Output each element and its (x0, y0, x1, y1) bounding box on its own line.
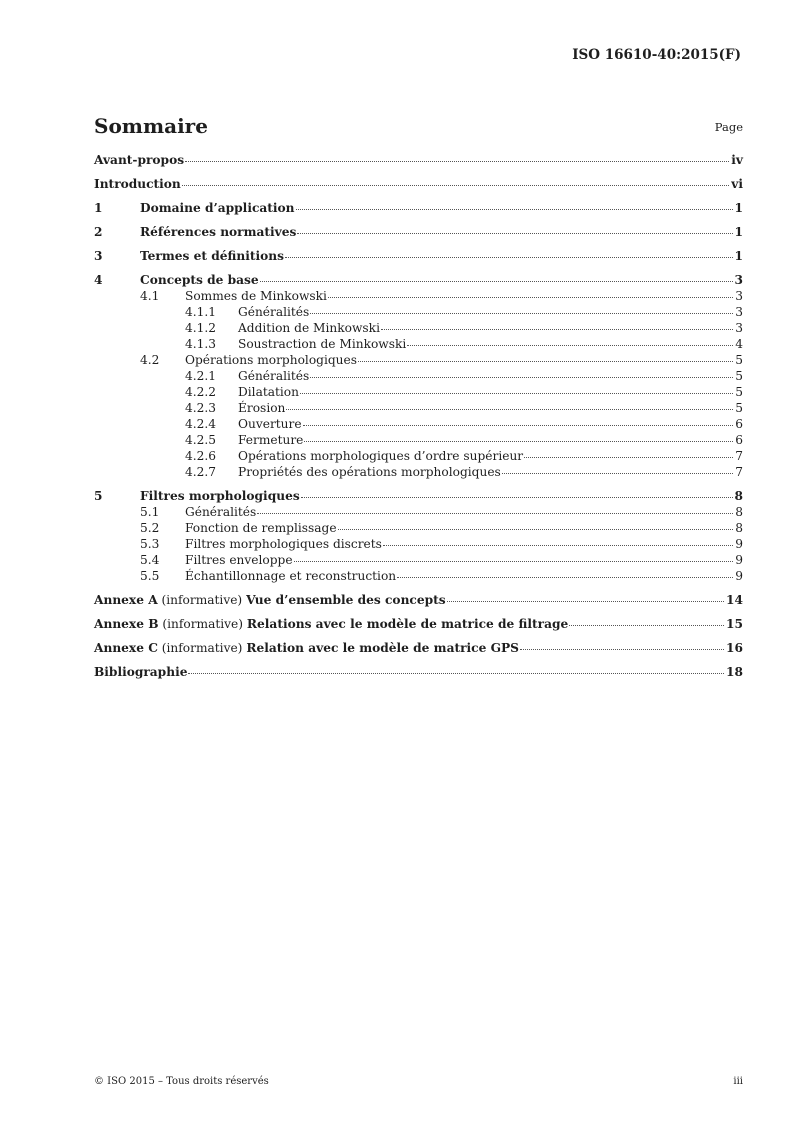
annex-label: Annexe A (94, 593, 158, 607)
toc-entry-number: 2 (94, 225, 103, 239)
toc-entry-page: 3 (734, 273, 743, 287)
toc-entry-title: Érosion (238, 401, 286, 415)
standard-reference: ISO 16610-40:2015(F) (572, 47, 741, 63)
toc-entry-page: 4 (735, 337, 743, 351)
toc-entry-number: 3 (94, 249, 103, 263)
toc-title: Sommaire (94, 114, 208, 138)
toc-entry[interactable] (94, 272, 743, 288)
toc-entry[interactable] (94, 448, 743, 464)
toc-entry-page: 1 (734, 201, 743, 215)
toc-entry-title (94, 592, 446, 608)
copyright-notice: © ISO 2015 – Tous droits réservés (94, 1076, 269, 1087)
toc-entry-number: 5 (94, 489, 103, 503)
toc-page-column-label: Page (714, 120, 743, 134)
toc-entry-title: Généralités (185, 505, 257, 519)
toc-entry-page: 6 (735, 417, 743, 431)
toc-entry-title: Domaine d’application (140, 201, 295, 215)
toc-leader-dots (310, 312, 733, 314)
toc-entry-number: 4.2.2 (185, 385, 217, 399)
toc-leader-dots (520, 648, 724, 650)
annex-label: Annexe C (94, 641, 158, 655)
annex-type: (informative) (157, 593, 247, 607)
toc-entry-title: Opérations morphologiques (185, 353, 357, 367)
toc-entry-page: 16 (726, 641, 743, 655)
toc-leader-dots (260, 280, 733, 282)
toc-entry[interactable] (94, 400, 743, 416)
toc-entry-page: 8 (735, 521, 743, 535)
toc-entry[interactable] (94, 664, 743, 680)
toc-entry-page: 14 (726, 593, 743, 607)
toc-entry-page: 9 (735, 537, 743, 551)
toc-leader-dots (301, 496, 733, 498)
toc-entry-number: 4.2.6 (185, 449, 217, 463)
toc-entry[interactable] (94, 616, 743, 632)
toc-entry[interactable] (94, 416, 743, 432)
toc-entry-page: 5 (735, 385, 743, 399)
toc-entry-page: vi (731, 177, 743, 191)
toc-entry-title: Introduction (94, 177, 181, 191)
toc-entry-number: 5.5 (140, 569, 160, 583)
toc-leader-dots (182, 184, 729, 186)
toc-leader-dots (524, 456, 733, 458)
toc-entry-title: Sommes de Minkowski (185, 289, 327, 303)
annex-type: (informative) (158, 617, 247, 631)
toc-entry-page: 9 (735, 569, 743, 583)
toc-leader-dots (310, 376, 733, 378)
annex-title: Relation avec le modèle de matrice GPS (246, 641, 519, 655)
toc-leader-dots (297, 232, 732, 234)
toc-leader-dots (294, 560, 734, 562)
toc-entry[interactable] (94, 248, 743, 264)
toc-leader-dots (303, 424, 734, 426)
toc-entry-page: 7 (735, 449, 743, 463)
toc-entry[interactable] (94, 200, 743, 216)
toc-entry-number: 4.2.4 (185, 417, 217, 431)
toc-entry[interactable] (94, 368, 743, 384)
toc-entry-page: 18 (726, 665, 743, 679)
toc-entry-page: iv (731, 153, 743, 167)
toc-entry[interactable] (94, 432, 743, 448)
toc-entry-title: Bibliographie (94, 665, 188, 679)
toc-leader-dots (358, 360, 733, 362)
toc-entry-page: 15 (726, 617, 743, 631)
toc-entry-number: 4.1.1 (185, 305, 217, 319)
toc-leader-dots (185, 160, 729, 162)
toc-leader-dots (285, 256, 733, 258)
toc-entry-page: 5 (735, 369, 743, 383)
annex-type: (informative) (157, 641, 247, 655)
toc-leader-dots (381, 328, 733, 330)
toc-entry-page: 3 (735, 321, 743, 335)
annex-label: Annexe B (94, 617, 159, 631)
toc-entry-number: 4.2.7 (185, 465, 217, 479)
annex-title: Vue d’ensemble des concepts (246, 593, 446, 607)
toc-entry-title: Opérations morphologiques d’ordre supérieur (238, 449, 524, 463)
toc-entry[interactable] (94, 552, 743, 568)
toc-leader-dots (569, 624, 724, 626)
toc-entry-page: 8 (734, 489, 743, 503)
toc-entry[interactable] (94, 320, 743, 336)
toc-leader-dots (328, 296, 733, 298)
toc-leader-dots (257, 512, 733, 514)
toc-entry-page: 1 (734, 249, 743, 263)
toc-heading (94, 114, 743, 140)
toc-leader-dots (296, 208, 733, 210)
toc-entry-number: 4.1.3 (185, 337, 217, 351)
toc-entry-number: 4.1 (140, 289, 160, 303)
toc-entry-number: 4.2.5 (185, 433, 217, 447)
toc-entry-title: Filtres morphologiques (140, 489, 300, 503)
toc-entry-title (94, 640, 519, 656)
toc-entry-page: 7 (735, 465, 743, 479)
toc-entry[interactable] (94, 336, 743, 352)
toc-entry-title: Dilatation (238, 385, 299, 399)
toc-leader-dots (286, 408, 733, 410)
toc-entry-title (94, 616, 568, 632)
annex-title: Relations avec le modèle de matrice de filtrage (246, 617, 569, 631)
toc-entry[interactable] (94, 384, 743, 400)
toc-leader-dots (304, 440, 733, 442)
toc-entry[interactable] (94, 488, 743, 504)
toc-entry[interactable] (94, 536, 743, 552)
toc-entry-page: 3 (735, 289, 743, 303)
toc-leader-dots (397, 576, 733, 578)
toc-entry-title: Termes et définitions (140, 249, 284, 263)
toc-entry-number: 1 (94, 201, 103, 215)
toc-entry-title: Généralités (238, 369, 310, 383)
toc-entry[interactable] (94, 288, 743, 304)
toc-entry-title: Filtres enveloppe (185, 553, 293, 567)
toc-entry[interactable] (94, 224, 743, 240)
toc-leader-dots (300, 392, 733, 394)
toc-entry[interactable] (94, 152, 743, 168)
page-number: iii (733, 1076, 743, 1087)
toc-entry-title: Références normatives (140, 225, 297, 239)
toc-entry-number: 4.2.1 (185, 369, 217, 383)
toc-entry-title: Soustraction de Minkowski (238, 337, 407, 351)
toc-entry-page: 1 (734, 225, 743, 239)
toc-entry-title: Filtres morphologiques discrets (185, 537, 382, 551)
toc-entry[interactable] (94, 304, 743, 320)
toc-entry[interactable] (94, 464, 743, 480)
toc-entry-title: Propriétés des opérations morphologiques (238, 465, 501, 479)
toc-entry-page: 5 (735, 353, 743, 367)
toc-entry-page: 3 (735, 305, 743, 319)
toc-entry-number: 4.1.2 (185, 321, 217, 335)
toc-entry-number: 5.3 (140, 537, 160, 551)
toc-entry-number: 5.4 (140, 553, 160, 567)
toc-entry[interactable] (94, 504, 743, 520)
toc-entry-number: 4.2.3 (185, 401, 217, 415)
toc-entry-number: 4 (94, 273, 103, 287)
toc-entry[interactable] (94, 176, 743, 192)
toc-entry[interactable] (94, 640, 743, 656)
toc-leader-dots (338, 528, 734, 530)
toc-entry-title: Fonction de remplissage (185, 521, 337, 535)
toc-leader-dots (502, 472, 733, 474)
toc-entry-page: 8 (735, 505, 743, 519)
toc-entry[interactable] (94, 568, 743, 584)
toc-entry-number: 4.2 (140, 353, 160, 367)
toc-entry-number: 5.1 (140, 505, 160, 519)
toc-entry[interactable] (94, 520, 743, 536)
toc-leader-dots (447, 600, 724, 602)
toc-entry-title: Échantillonnage et reconstruction (185, 569, 397, 583)
toc-entry-title: Avant-propos (94, 153, 185, 167)
table-of-contents (94, 152, 743, 680)
toc-entry-title: Fermeture (238, 433, 304, 447)
toc-entry-title: Ouverture (238, 417, 302, 431)
toc-entry-number: 5.2 (140, 521, 160, 535)
toc-entry[interactable] (94, 352, 743, 368)
toc-entry-page: 9 (735, 553, 743, 567)
toc-leader-dots (407, 344, 733, 346)
toc-entry-page: 5 (735, 401, 743, 415)
toc-entry[interactable] (94, 592, 743, 608)
toc-entry-page: 6 (735, 433, 743, 447)
toc-leader-dots (383, 544, 733, 546)
toc-entry-title: Concepts de base (140, 273, 259, 287)
toc-entry-title: Généralités (238, 305, 310, 319)
toc-leader-dots (188, 672, 724, 674)
toc-entry-title: Addition de Minkowski (238, 321, 380, 335)
